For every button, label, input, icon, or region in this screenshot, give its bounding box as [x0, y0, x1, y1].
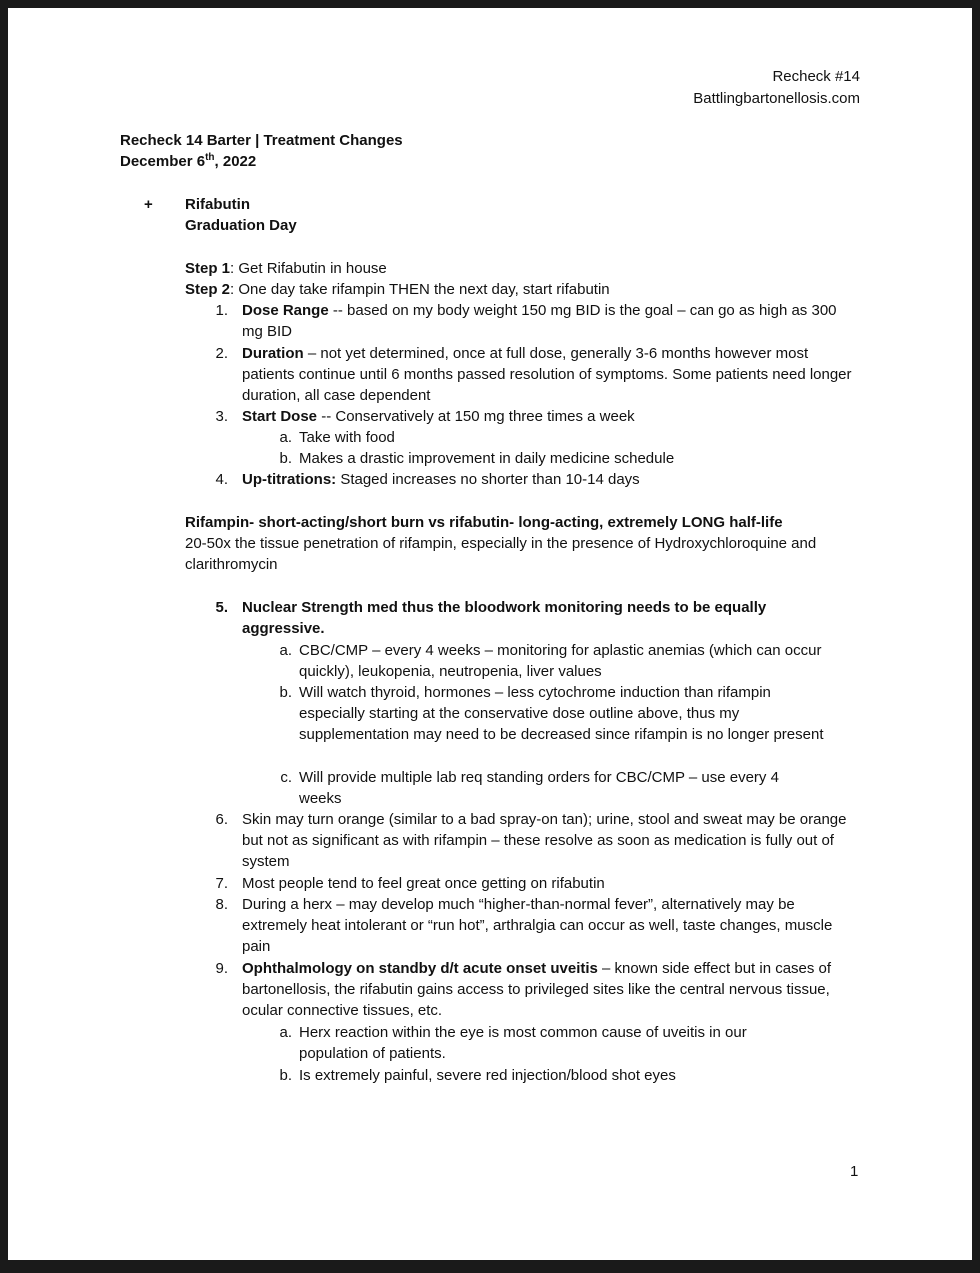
sub-letter: b.: [279, 684, 292, 701]
sub-item: Will watch thyroid, hormones – less cytochrome induction than rifampin especially starting at the conservative dose outline above, thus my supplementation may need to be decreased since rifampin is no longer present: [299, 684, 824, 743]
sub-letter: b.: [279, 450, 292, 467]
item-number: 8.: [215, 896, 228, 913]
list-item-herx: During a herx – may develop much “higher-than-normal fever”, alternatively may be extremely heat intolerant or “run hot”, arthralgia can occur as well, taste changes, muscle pain: [242, 896, 833, 955]
section-subtitle: Graduation Day: [185, 217, 297, 234]
item-number: 5.: [215, 599, 228, 616]
step-1: Step 1: Get Rifabutin in house: [185, 260, 387, 277]
document-date: December 6th, 2022: [120, 152, 257, 170]
sub-letter: b.: [279, 1067, 292, 1084]
comparison-heading: Rifampin- short-acting/short burn vs rifabutin- long-acting, extremely LONG half-life: [185, 514, 783, 531]
document-page: [8, 8, 972, 1260]
list-item-ophthalmology: Ophthalmology on standby d/t acute onset uveitis – known side effect but in cases of bartonellosis, the rifabutin gains access to privileged sites like the central nervous tissue, ocular connective tissues, etc.: [242, 960, 832, 1019]
page-number: 1: [850, 1163, 859, 1180]
sub-item: Makes a drastic improvement in daily medicine schedule: [299, 450, 675, 467]
sub-item: Is extremely painful, severe red injection/blood shot eyes: [299, 1067, 676, 1084]
section-title: Rifabutin: [185, 196, 250, 213]
list-item-bloodwork: Nuclear Strength med thus the bloodwork monitoring needs to be equally aggressive.: [242, 599, 767, 637]
item-number: 9.: [215, 960, 228, 977]
sub-letter: a.: [279, 642, 292, 659]
sub-item: CBC/CMP – every 4 weeks – monitoring for aplastic anemias (which can occur quickly), leukopenia, neutropenia, liver values: [299, 642, 822, 680]
list-item-feel-great: Most people tend to feel great once getting on rifabutin: [242, 875, 605, 892]
document-title: Recheck 14 Barter | Treatment Changes: [120, 132, 403, 149]
sub-letter: c.: [280, 769, 292, 786]
list-item-duration: Duration – not yet determined, once at full dose, generally 3-6 months however most patients continue until 6 months passed resolution of symptoms. Some patients need longer duration, all case dependent: [242, 345, 852, 404]
item-number: 6.: [215, 811, 228, 828]
header-recheck: Recheck #14: [772, 68, 860, 85]
sub-letter: a.: [279, 429, 292, 446]
list-item-start-dose: Start Dose -- Conservatively at 150 mg three times a week: [242, 408, 635, 425]
list-item-skin: Skin may turn orange (similar to a bad spray-on tan); urine, stool and sweat may be orange but not as significant as with rifampin – these resolve as soon as medication is fully out of system: [242, 811, 847, 870]
list-item-dose-range: Dose Range -- based on my body weight 150 mg BID is the goal – can go as high as 300 mg BID: [242, 302, 837, 340]
item-number: 3.: [215, 408, 228, 425]
page-header: [693, 66, 860, 110]
sub-item: Will provide multiple lab req standing orders for CBC/CMP – use every 4 weeks: [299, 769, 779, 807]
item-number: 7.: [215, 875, 228, 892]
comparison-body: 20-50x the tissue penetration of rifampin, especially in the presence of Hydroxychloroquine and clarithromycin: [185, 535, 817, 573]
step-2: Step 2: One day take rifampin THEN the next day, start rifabutin: [185, 281, 610, 298]
sub-item: Herx reaction within the eye is most common cause of uveitis in our population of patients.: [299, 1024, 747, 1062]
list-item-up-titrations: Up-titrations: Staged increases no shorter than 10-14 days: [242, 471, 640, 488]
section-bullet: +: [144, 196, 153, 213]
header-site: Battlingbartonellosis.com: [693, 90, 860, 107]
item-number: 1.: [215, 302, 228, 319]
item-number: 4.: [215, 471, 228, 488]
sub-item: Take with food: [299, 429, 395, 446]
item-number: 2.: [215, 345, 228, 362]
sub-letter: a.: [279, 1024, 292, 1041]
